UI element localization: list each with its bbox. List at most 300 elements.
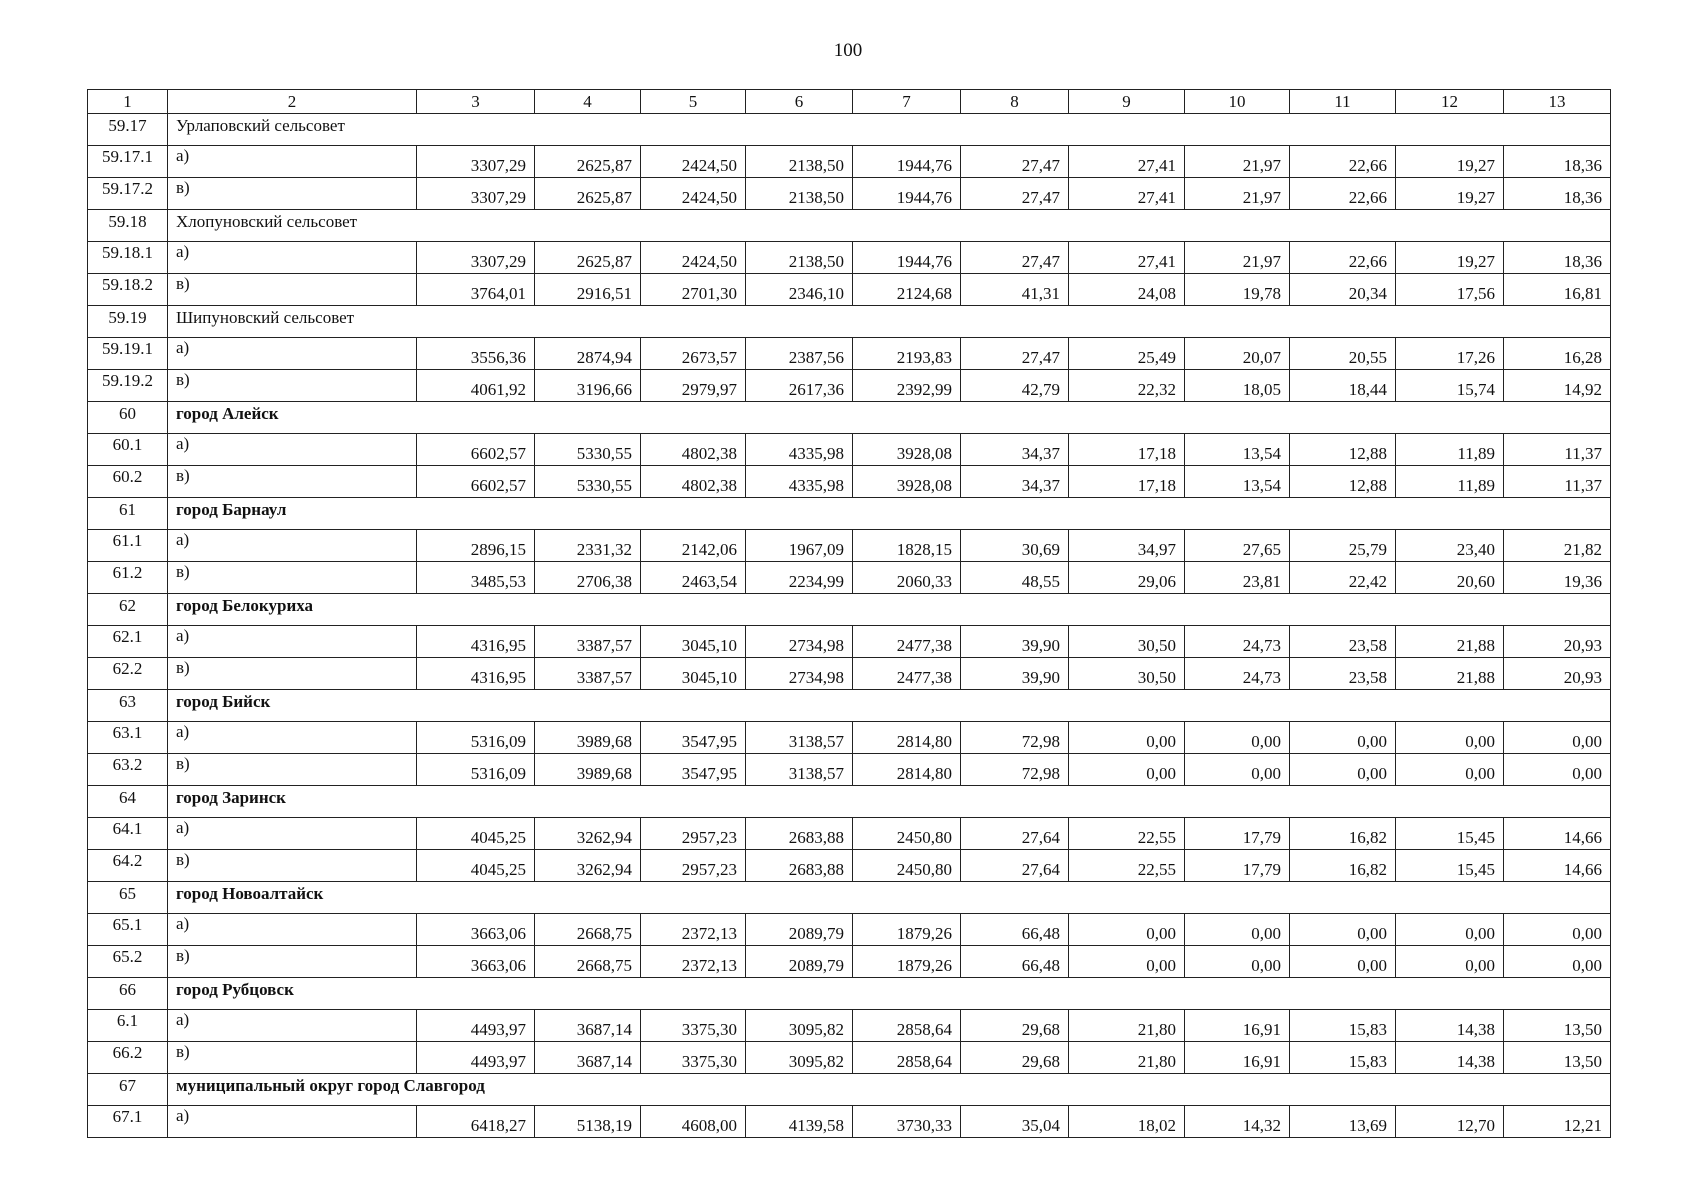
table-cell: 5316,09	[417, 754, 535, 786]
table-cell: 13,50	[1504, 1010, 1611, 1042]
table-cell: 2424,50	[641, 242, 746, 274]
table-cell: 25,49	[1069, 338, 1185, 370]
table-cell: 18,36	[1504, 178, 1611, 210]
row-number: 63.2	[88, 754, 168, 786]
table-row	[88, 562, 1611, 594]
table-cell: 30,50	[1069, 626, 1185, 658]
table-cell: 22,66	[1290, 242, 1396, 274]
table-cell: 15,45	[1396, 850, 1504, 882]
table-cell: 23,81	[1185, 562, 1290, 594]
table-cell: 2957,23	[641, 818, 746, 850]
section-row	[88, 402, 1611, 434]
table-row	[88, 914, 1611, 946]
column-header: 4	[535, 90, 641, 114]
row-label: в)	[168, 946, 417, 978]
table-cell: 4061,92	[417, 370, 535, 402]
table-cell: 20,55	[1290, 338, 1396, 370]
section-title: город Бийск	[168, 690, 1611, 722]
table-cell: 3928,08	[853, 434, 961, 466]
table-cell: 2331,32	[535, 530, 641, 562]
table-cell: 11,37	[1504, 434, 1611, 466]
table-cell: 2617,36	[746, 370, 853, 402]
table-cell: 27,41	[1069, 178, 1185, 210]
table-cell: 11,37	[1504, 466, 1611, 498]
table-cell: 3375,30	[641, 1042, 746, 1074]
row-number: 59.17.2	[88, 178, 168, 210]
table-cell: 27,64	[961, 850, 1069, 882]
table-cell: 24,73	[1185, 626, 1290, 658]
table-cell: 27,47	[961, 338, 1069, 370]
table-cell: 16,82	[1290, 818, 1396, 850]
table-cell: 0,00	[1396, 754, 1504, 786]
row-number: 59.18.1	[88, 242, 168, 274]
table-cell: 23,58	[1290, 658, 1396, 690]
table-row	[88, 818, 1611, 850]
table-cell: 2124,68	[853, 274, 961, 306]
section-row	[88, 114, 1611, 146]
table-cell: 0,00	[1069, 722, 1185, 754]
row-label: в)	[168, 850, 417, 882]
table-cell: 5138,19	[535, 1106, 641, 1138]
row-label: в)	[168, 370, 417, 402]
table-cell: 14,92	[1504, 370, 1611, 402]
table-cell: 13,69	[1290, 1106, 1396, 1138]
table-cell: 14,66	[1504, 850, 1611, 882]
table-cell: 0,00	[1069, 914, 1185, 946]
section-title: Шипуновский сельсовет	[168, 306, 1611, 338]
table-cell: 1944,76	[853, 146, 961, 178]
table-cell: 3928,08	[853, 466, 961, 498]
table-cell: 27,65	[1185, 530, 1290, 562]
table-cell: 14,32	[1185, 1106, 1290, 1138]
table-cell: 2089,79	[746, 946, 853, 978]
table-cell: 23,58	[1290, 626, 1396, 658]
table-cell: 39,90	[961, 658, 1069, 690]
table-cell: 4608,00	[641, 1106, 746, 1138]
row-number: 65.1	[88, 914, 168, 946]
table-cell: 2668,75	[535, 946, 641, 978]
table-row	[88, 754, 1611, 786]
table-cell: 3045,10	[641, 626, 746, 658]
table-row	[88, 722, 1611, 754]
table-cell: 21,88	[1396, 658, 1504, 690]
table-cell: 3307,29	[417, 146, 535, 178]
table-cell: 0,00	[1185, 722, 1290, 754]
table-cell: 2387,56	[746, 338, 853, 370]
table-cell: 3387,57	[535, 658, 641, 690]
row-number: 66	[88, 978, 168, 1010]
table-cell: 18,36	[1504, 146, 1611, 178]
table-cell: 3387,57	[535, 626, 641, 658]
table-cell: 4493,97	[417, 1042, 535, 1074]
row-number: 63.1	[88, 722, 168, 754]
table-cell: 2668,75	[535, 914, 641, 946]
table-cell: 2979,97	[641, 370, 746, 402]
table-cell: 0,00	[1290, 914, 1396, 946]
table-cell: 30,50	[1069, 658, 1185, 690]
table-row	[88, 658, 1611, 690]
table-cell: 2138,50	[746, 242, 853, 274]
table-cell: 4335,98	[746, 466, 853, 498]
table-cell: 21,97	[1185, 178, 1290, 210]
row-number: 63	[88, 690, 168, 722]
column-header: 1	[88, 90, 168, 114]
column-header: 2	[168, 90, 417, 114]
table-cell: 35,04	[961, 1106, 1069, 1138]
table-cell: 29,06	[1069, 562, 1185, 594]
table-row	[88, 146, 1611, 178]
table-cell: 16,91	[1185, 1010, 1290, 1042]
table-cell: 2734,98	[746, 626, 853, 658]
row-number: 61	[88, 498, 168, 530]
table-cell: 16,91	[1185, 1042, 1290, 1074]
table-cell: 4802,38	[641, 466, 746, 498]
table-cell: 2673,57	[641, 338, 746, 370]
row-number: 60.2	[88, 466, 168, 498]
section-row	[88, 498, 1611, 530]
table-cell: 2916,51	[535, 274, 641, 306]
table-cell: 30,69	[961, 530, 1069, 562]
table-cell: 2346,10	[746, 274, 853, 306]
table-cell: 13,54	[1185, 434, 1290, 466]
table-cell: 0,00	[1396, 914, 1504, 946]
row-label: а)	[168, 530, 417, 562]
table-cell: 5330,55	[535, 466, 641, 498]
row-number: 62	[88, 594, 168, 626]
table-cell: 2424,50	[641, 146, 746, 178]
row-number: 67.1	[88, 1106, 168, 1138]
table-cell: 1944,76	[853, 178, 961, 210]
table-row	[88, 242, 1611, 274]
table-cell: 0,00	[1290, 754, 1396, 786]
table-cell: 3095,82	[746, 1010, 853, 1042]
table-cell: 21,97	[1185, 242, 1290, 274]
table-cell: 0,00	[1504, 754, 1611, 786]
table-cell: 20,34	[1290, 274, 1396, 306]
table-cell: 3095,82	[746, 1042, 853, 1074]
table-cell: 27,47	[961, 178, 1069, 210]
table-cell: 2138,50	[746, 178, 853, 210]
table-row	[88, 274, 1611, 306]
section-title: город Барнаул	[168, 498, 1611, 530]
table-cell: 20,93	[1504, 658, 1611, 690]
table-cell: 2683,88	[746, 818, 853, 850]
table-cell: 2874,94	[535, 338, 641, 370]
table-cell: 22,66	[1290, 146, 1396, 178]
table-cell: 2625,87	[535, 146, 641, 178]
table-cell: 21,80	[1069, 1010, 1185, 1042]
table-cell: 2450,80	[853, 818, 961, 850]
table-cell: 14,38	[1396, 1010, 1504, 1042]
table-cell: 19,27	[1396, 146, 1504, 178]
section-title: Хлопуновский сельсовет	[168, 210, 1611, 242]
row-number: 6.1	[88, 1010, 168, 1042]
table-cell: 2372,13	[641, 946, 746, 978]
table-cell: 4045,25	[417, 850, 535, 882]
table-cell: 16,28	[1504, 338, 1611, 370]
table-cell: 2957,23	[641, 850, 746, 882]
table-cell: 17,79	[1185, 818, 1290, 850]
table-cell: 2142,06	[641, 530, 746, 562]
table-cell: 13,54	[1185, 466, 1290, 498]
row-label: в)	[168, 274, 417, 306]
table-cell: 3138,57	[746, 722, 853, 754]
table-row	[88, 530, 1611, 562]
section-row	[88, 594, 1611, 626]
table-cell: 0,00	[1185, 946, 1290, 978]
table-cell: 2814,80	[853, 722, 961, 754]
column-header: 11	[1290, 90, 1396, 114]
row-label: а)	[168, 1010, 417, 1042]
column-header: 10	[1185, 90, 1290, 114]
section-row	[88, 882, 1611, 914]
table-row	[88, 1042, 1611, 1074]
table-cell: 22,32	[1069, 370, 1185, 402]
table-cell: 2372,13	[641, 914, 746, 946]
table-cell: 6418,27	[417, 1106, 535, 1138]
table-row	[88, 1010, 1611, 1042]
table-cell: 11,89	[1396, 434, 1504, 466]
table-row	[88, 466, 1611, 498]
table-cell: 3547,95	[641, 722, 746, 754]
column-header: 5	[641, 90, 746, 114]
table-cell: 20,60	[1396, 562, 1504, 594]
table-cell: 17,79	[1185, 850, 1290, 882]
column-header: 6	[746, 90, 853, 114]
row-number: 62.1	[88, 626, 168, 658]
row-label: а)	[168, 434, 417, 466]
table-cell: 3262,94	[535, 850, 641, 882]
section-row	[88, 306, 1611, 338]
table-cell: 3687,14	[535, 1010, 641, 1042]
row-label: в)	[168, 466, 417, 498]
section-row	[88, 690, 1611, 722]
table-cell: 19,27	[1396, 242, 1504, 274]
table-cell: 66,48	[961, 946, 1069, 978]
table-cell: 4316,95	[417, 658, 535, 690]
section-title: город Новоалтайск	[168, 882, 1611, 914]
table-cell: 4139,58	[746, 1106, 853, 1138]
section-row	[88, 786, 1611, 818]
table-cell: 27,41	[1069, 242, 1185, 274]
table-cell: 2392,99	[853, 370, 961, 402]
row-number: 64.1	[88, 818, 168, 850]
table-cell: 29,68	[961, 1010, 1069, 1042]
table-cell: 4045,25	[417, 818, 535, 850]
table-cell: 25,79	[1290, 530, 1396, 562]
table-row	[88, 434, 1611, 466]
table-cell: 3138,57	[746, 754, 853, 786]
table-cell: 3663,06	[417, 914, 535, 946]
table-cell: 18,44	[1290, 370, 1396, 402]
row-number: 61.2	[88, 562, 168, 594]
table-cell: 2896,15	[417, 530, 535, 562]
table-cell: 22,55	[1069, 850, 1185, 882]
table-cell: 3045,10	[641, 658, 746, 690]
table-cell: 0,00	[1504, 914, 1611, 946]
table-cell: 27,64	[961, 818, 1069, 850]
table-cell: 15,74	[1396, 370, 1504, 402]
table-row	[88, 370, 1611, 402]
table-cell: 1944,76	[853, 242, 961, 274]
row-number: 64.2	[88, 850, 168, 882]
table-cell: 3663,06	[417, 946, 535, 978]
table-cell: 21,80	[1069, 1042, 1185, 1074]
row-number: 64	[88, 786, 168, 818]
table-cell: 5316,09	[417, 722, 535, 754]
table-cell: 14,38	[1396, 1042, 1504, 1074]
row-number: 59.17	[88, 114, 168, 146]
table-cell: 15,83	[1290, 1010, 1396, 1042]
row-number: 67	[88, 1074, 168, 1106]
table-cell: 12,21	[1504, 1106, 1611, 1138]
row-label: а)	[168, 914, 417, 946]
table-row	[88, 178, 1611, 210]
row-number: 59.18	[88, 210, 168, 242]
row-label: а)	[168, 818, 417, 850]
table-cell: 2477,38	[853, 626, 961, 658]
table-cell: 2734,98	[746, 658, 853, 690]
table-cell: 17,26	[1396, 338, 1504, 370]
table-cell: 39,90	[961, 626, 1069, 658]
table-cell: 18,05	[1185, 370, 1290, 402]
table-cell: 2463,54	[641, 562, 746, 594]
table-cell: 11,89	[1396, 466, 1504, 498]
table-row	[88, 1106, 1611, 1138]
table-cell: 72,98	[961, 722, 1069, 754]
row-number: 65	[88, 882, 168, 914]
section-title: муниципальный округ город Славгород	[168, 1074, 1611, 1106]
table-cell: 0,00	[1185, 754, 1290, 786]
table-cell: 19,36	[1504, 562, 1611, 594]
table-cell: 0,00	[1069, 754, 1185, 786]
table-cell: 0,00	[1504, 946, 1611, 978]
table-cell: 6602,57	[417, 466, 535, 498]
table-cell: 2858,64	[853, 1010, 961, 1042]
table-cell: 3556,36	[417, 338, 535, 370]
table-cell: 3989,68	[535, 754, 641, 786]
table-cell: 3730,33	[853, 1106, 961, 1138]
row-label: в)	[168, 562, 417, 594]
table-cell: 2193,83	[853, 338, 961, 370]
section-row	[88, 1074, 1611, 1106]
row-label: в)	[168, 1042, 417, 1074]
section-title: город Алейск	[168, 402, 1611, 434]
table-cell: 14,66	[1504, 818, 1611, 850]
column-header: 9	[1069, 90, 1185, 114]
row-label: а)	[168, 626, 417, 658]
table-cell: 4335,98	[746, 434, 853, 466]
table-cell: 3547,95	[641, 754, 746, 786]
table-cell: 27,47	[961, 146, 1069, 178]
column-header: 7	[853, 90, 961, 114]
table-cell: 3485,53	[417, 562, 535, 594]
table-body	[88, 90, 1611, 1138]
table-cell: 2706,38	[535, 562, 641, 594]
table-cell: 42,79	[961, 370, 1069, 402]
table-cell: 2625,87	[535, 242, 641, 274]
row-number: 59.17.1	[88, 146, 168, 178]
table-cell: 34,37	[961, 466, 1069, 498]
table-cell: 21,97	[1185, 146, 1290, 178]
table-cell: 15,45	[1396, 818, 1504, 850]
table-row	[88, 946, 1611, 978]
section-title: город Белокуриха	[168, 594, 1611, 626]
table-cell: 22,42	[1290, 562, 1396, 594]
table-cell: 34,37	[961, 434, 1069, 466]
table-cell: 2424,50	[641, 178, 746, 210]
row-label: в)	[168, 178, 417, 210]
table-cell: 27,47	[961, 242, 1069, 274]
table-cell: 12,70	[1396, 1106, 1504, 1138]
table-cell: 21,82	[1504, 530, 1611, 562]
column-header: 8	[961, 90, 1069, 114]
table-cell: 3307,29	[417, 242, 535, 274]
table-cell: 41,31	[961, 274, 1069, 306]
table-cell: 2858,64	[853, 1042, 961, 1074]
table-cell: 3307,29	[417, 178, 535, 210]
row-label: в)	[168, 658, 417, 690]
row-label: а)	[168, 242, 417, 274]
row-number: 61.1	[88, 530, 168, 562]
table-cell: 2683,88	[746, 850, 853, 882]
table-cell: 3262,94	[535, 818, 641, 850]
table-cell: 4316,95	[417, 626, 535, 658]
table-cell: 17,18	[1069, 466, 1185, 498]
row-number: 62.2	[88, 658, 168, 690]
table-cell: 72,98	[961, 754, 1069, 786]
table-cell: 2450,80	[853, 850, 961, 882]
table-cell: 0,00	[1396, 946, 1504, 978]
table-cell: 5330,55	[535, 434, 641, 466]
row-number: 59.19	[88, 306, 168, 338]
row-label: в)	[168, 754, 417, 786]
page-number: 100	[833, 40, 863, 61]
table-cell: 21,88	[1396, 626, 1504, 658]
table-row	[88, 850, 1611, 882]
table-cell: 12,88	[1290, 466, 1396, 498]
row-label: а)	[168, 1106, 417, 1138]
table-cell: 18,02	[1069, 1106, 1185, 1138]
table-cell: 0,00	[1290, 722, 1396, 754]
row-number: 59.19.1	[88, 338, 168, 370]
table-row	[88, 338, 1611, 370]
row-label: а)	[168, 146, 417, 178]
table-cell: 17,56	[1396, 274, 1504, 306]
table-cell: 12,88	[1290, 434, 1396, 466]
table-cell: 2701,30	[641, 274, 746, 306]
table-cell: 16,81	[1504, 274, 1611, 306]
row-number: 66.2	[88, 1042, 168, 1074]
table-cell: 2234,99	[746, 562, 853, 594]
table-cell: 2138,50	[746, 146, 853, 178]
row-number: 59.19.2	[88, 370, 168, 402]
table-cell: 3764,01	[417, 274, 535, 306]
table-cell: 4493,97	[417, 1010, 535, 1042]
table-cell: 23,40	[1396, 530, 1504, 562]
table-cell: 20,93	[1504, 626, 1611, 658]
table-cell: 17,18	[1069, 434, 1185, 466]
table-cell: 2625,87	[535, 178, 641, 210]
table-cell: 27,41	[1069, 146, 1185, 178]
table-cell: 1828,15	[853, 530, 961, 562]
table-cell: 24,08	[1069, 274, 1185, 306]
table-cell: 66,48	[961, 914, 1069, 946]
row-number: 65.2	[88, 946, 168, 978]
table-cell: 24,73	[1185, 658, 1290, 690]
table-cell: 4802,38	[641, 434, 746, 466]
row-number: 60	[88, 402, 168, 434]
